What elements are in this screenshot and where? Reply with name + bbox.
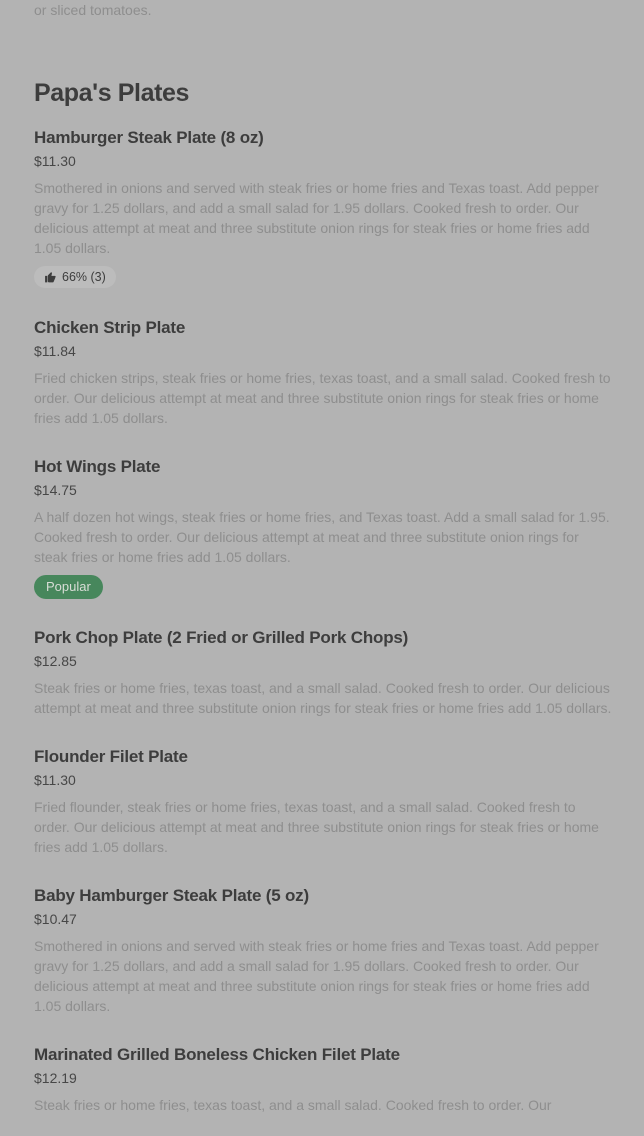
item-name: Chicken Strip Plate <box>34 317 186 337</box>
item-description: Fried flounder, steak fries or home fries, texas toast, and a small salad. Cooked fresh to order. Our delicious attempt at meat and three substitute onion rings for steak fries or home fries add 1.05 dollars. <box>34 798 599 855</box>
menu-item-marinated-grilled-chicken-filet-plate[interactable] <box>34 1044 612 1115</box>
item-name: Flounder Filet Plate <box>34 746 188 766</box>
menu-item-chicken-strip-plate[interactable] <box>34 317 612 428</box>
item-price: $14.75 <box>34 481 77 498</box>
menu-item-baby-hamburger-steak-plate[interactable] <box>34 885 612 1016</box>
item-description: A half dozen hot wings, steak fries or home fries, and Texas toast. Add a small salad for 1.95. Cooked fresh to order. Our delicious attempt at meat and three substitute onion rings for steak fries or home fries add 1.05 dollars. <box>34 508 610 565</box>
previous-item-description-tail: or sliced tomatoes. <box>34 2 152 18</box>
item-description: Smothered in onions and served with steak fries or home fries and Texas toast. Add pepper gravy for 1.25 dollars, and add a small salad for 1.95 dollars. Cooked fresh to order. Our delicious attempt at meat and three substitute onion rings for steak fries or home fries add 1.05 dollars. <box>34 937 599 1014</box>
item-price: $12.85 <box>34 652 77 669</box>
item-price: $11.84 <box>34 342 76 359</box>
item-description: Steak fries or home fries, texas toast, and a small salad. Cooked fresh to order. Our delicious attempt at meat and three substitute onion rings for steak fries or home fries add 1.05 dollars. <box>34 679 612 716</box>
item-price: $12.19 <box>34 1069 77 1086</box>
rating-badge <box>34 266 116 288</box>
menu-item-hamburger-steak-plate[interactable] <box>34 127 612 289</box>
item-name: Hamburger Steak Plate (8 oz) <box>34 128 264 147</box>
menu-item-flounder-filet-plate[interactable] <box>34 746 612 857</box>
item-name: Pork Chop Plate (2 Fried or Grilled Pork Chops) <box>34 627 409 647</box>
section-title: Papa's Plates <box>34 79 190 107</box>
menu-item-hot-wings-plate[interactable] <box>34 456 612 599</box>
item-name: Hot Wings Plate <box>34 456 161 476</box>
thumbs-up-icon <box>44 271 57 284</box>
item-description: Steak fries or home fries, texas toast, and a small salad. Cooked fresh to order. Our <box>34 1096 552 1113</box>
item-name: Baby Hamburger Steak Plate (5 oz) <box>34 885 309 905</box>
item-price: $10.47 <box>34 910 77 927</box>
rating-badge-label: 66% (3) <box>62 270 106 284</box>
item-description: Fried chicken strips, steak fries or home fries, texas toast, and a small salad. Cooked fresh to order. Our delicious attempt at meat and three substitute onion rings for steak fries or home fries add 1.05 dollars. <box>34 369 611 426</box>
item-price: $11.30 <box>34 771 76 788</box>
item-name: Marinated Grilled Boneless Chicken Filet Plate <box>34 1044 400 1064</box>
popular-badge: Popular <box>34 575 103 599</box>
item-price: $11.30 <box>34 153 76 169</box>
menu-item-list <box>34 127 612 1115</box>
menu-item-pork-chop-plate[interactable] <box>34 627 612 718</box>
item-description: Smothered in onions and served with steak fries or home fries and Texas toast. Add pepper gravy for 1.25 dollars, and add a small salad for 1.95 dollars. Cooked fresh to order. Our delicious attempt at meat and three substitute onion rings for steak fries or home fries add 1.05 dollars. <box>34 180 599 256</box>
